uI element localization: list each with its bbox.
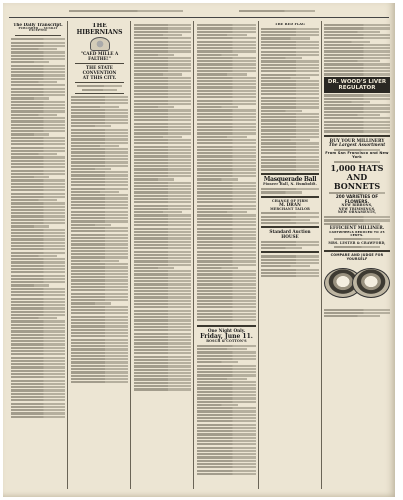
headline-city: AT THIS CITY.: [82, 74, 117, 80]
column-2: [71, 23, 128, 489]
top-rule: [9, 17, 389, 18]
ad-compare-judge: COMPARE AND JUDGE FOR YOURSELF: [330, 253, 384, 261]
masthead-title: The Daily Transcript.: [13, 23, 63, 27]
article-body: [71, 96, 128, 384]
ad-firm-name: M. DRAN: [279, 202, 301, 208]
ad-circus-date: Friday, June 11.: [200, 332, 253, 340]
masthead-sub: PUBLISHED ... SUNDAY EXCEPTED: [18, 26, 58, 33]
headline-hibernians: THE HIBERNIANS: [76, 23, 123, 36]
ad-efficient-milliner: EFFICIENT MILLINER.: [329, 224, 385, 230]
ad-change-of-firm: CHANGE OF FIRM: [271, 198, 309, 203]
ad-dr-woods: DR. WOOD'S LIVER REGULATOR: [324, 77, 390, 94]
ad-ribbons: NEW RIBBONS,: [341, 203, 373, 208]
column-5: [261, 23, 319, 489]
ad-largest-assortment: The Largest Assortment: [328, 142, 386, 148]
ad-buy-millinery: BUY YOUR MILLINERY: [329, 137, 385, 143]
column-3: [134, 23, 191, 489]
column-rule: [193, 21, 194, 489]
ad-circus-one-night: One Night Only.: [207, 328, 246, 333]
column-1: [11, 23, 65, 489]
ad-ball-venue: Pioneer Hall, N. Humboldt.: [263, 182, 317, 187]
ad-from-sf-ny: From San Francisco and New York: [325, 151, 389, 160]
column-rule: [321, 21, 322, 489]
hat-icon: [352, 268, 390, 298]
harp-emblem-icon: [90, 37, 110, 51]
ad-auction-house: Standard Auction: [269, 229, 311, 235]
ad-masquerade-ball: Masquerade Ball: [263, 175, 317, 183]
headline-red-flag: THE RED FLAG: [275, 23, 305, 26]
ad-flowers: 200 VARIETIES OF FLOWERS.: [335, 194, 379, 204]
column-rule: [130, 21, 131, 489]
column-rule: [67, 21, 68, 489]
newspaper-page: [3, 3, 395, 497]
ad-hats-illustration: [324, 264, 390, 308]
headline-convention: THE STATE CONVENTION: [82, 65, 117, 76]
top-text-band: [9, 8, 389, 16]
ad-mrs-lester: MRS. LESTER & CRAWFORD,: [328, 240, 386, 245]
ad-auction-house-2: HOUSE: [281, 233, 299, 239]
column-rule: [258, 21, 259, 489]
ad-trimmings: NEW TRIMMINGS,: [338, 206, 376, 211]
ad-ornaments: NEW ORNAMENTS,: [337, 210, 377, 215]
article-body: [11, 38, 65, 418]
article-body: [134, 24, 191, 390]
ad-hats-bonnets: 1,000 HATS AND BONNETS: [330, 163, 384, 192]
circus-ad: [197, 321, 256, 476]
headline-caed: "CAED MILLE A FALTHE!": [80, 51, 119, 61]
ad-merchant-tailor: MERCHANT TAILOR: [270, 206, 310, 211]
ad-circus-name: BOSCH & COTTON'S: [206, 339, 247, 344]
ad-cartwheels: CARTWHEELS REDUCED TO 25 CENTS.: [329, 229, 385, 237]
column-6: [324, 23, 390, 489]
